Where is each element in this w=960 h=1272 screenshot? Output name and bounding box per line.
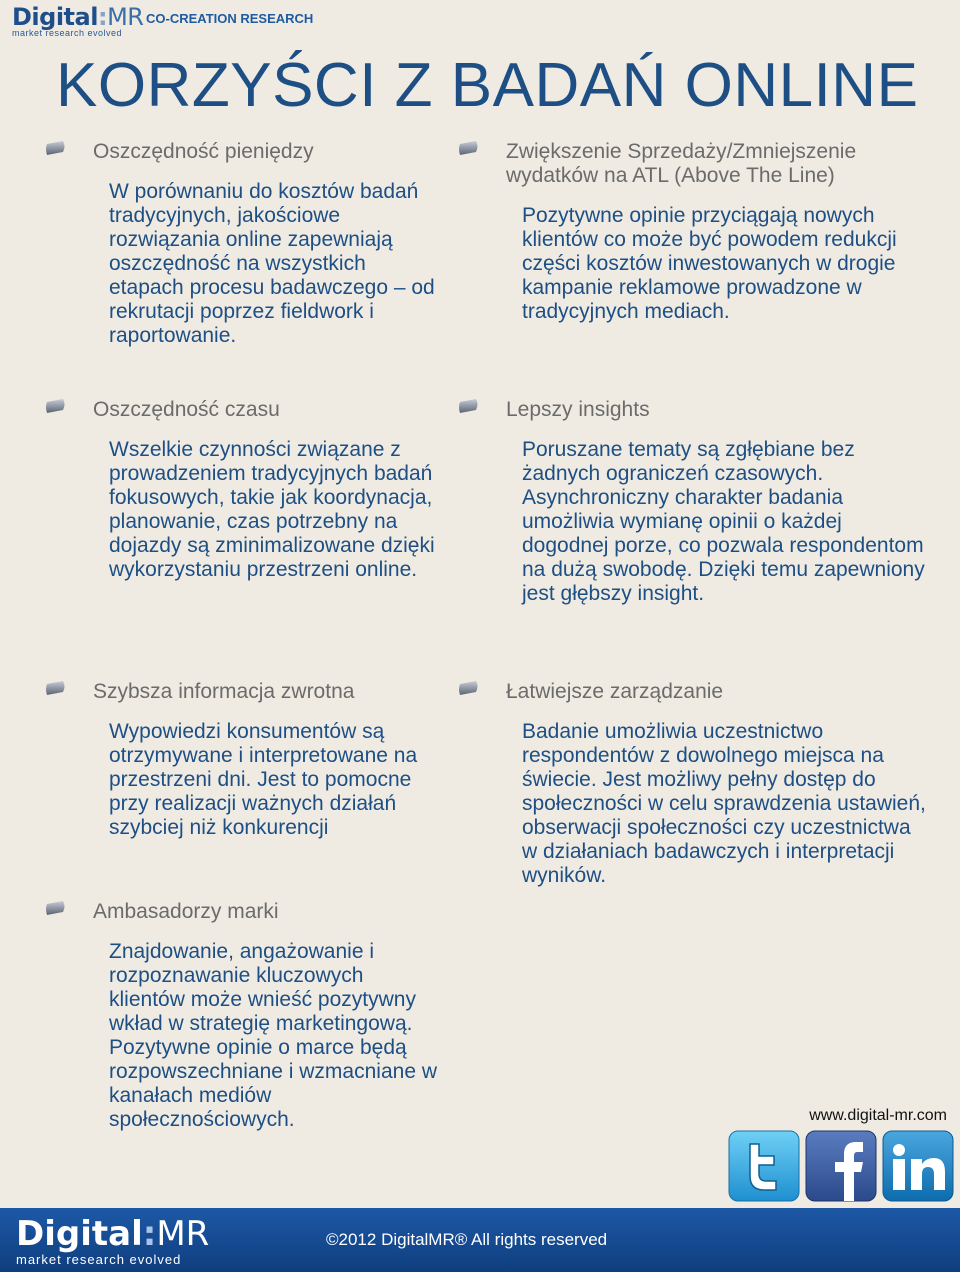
benefit-heading: Zwiększenie Sprzedaży/Zmniejszenie wydatków na ATL (Above The Line) <box>506 140 857 187</box>
benefit-description: W porównaniu do kosztów badań tradycyjnych, jakościowe rozwiązania online zapewniają oszczędność na wszystkich etapach procesu badawczego – od rekrutacji poprzez fieldwork i raportowanie. <box>109 180 435 347</box>
bullet-icon <box>45 900 67 916</box>
facebook-icon[interactable] <box>805 1130 877 1202</box>
benefit-description: Wypowiedzi konsumentów są otrzymywane i interpretowane na przestrzeni dni. Jest to pomocne przy realizacji ważnych działań szybciej niż konkurencji <box>109 720 418 839</box>
header-label: CO-CREATION RESEARCH <box>146 11 314 26</box>
linkedin-icon[interactable] <box>882 1130 954 1202</box>
digitalmr-logo[interactable]: Digital:MR market research evolved <box>12 3 144 38</box>
benefit-time-saving <box>93 398 438 582</box>
benefit-heading: Łatwiejsze zarządzanie <box>506 680 724 703</box>
benefit-heading: Oszczędność pieniędzy <box>93 140 314 163</box>
website-link[interactable]: www.digital-mr.com <box>809 1107 947 1124</box>
benefit-description: Znajdowanie, angażowanie i rozpoznawanie kluczowych klientów może wnieść pozytywny wkład w strategię marketingową. Pozytywne opinie o marce będą rozpowszechniane i wzmacniane w kanałach mediów społecznościowych. <box>109 940 437 1131</box>
benefit-heading: Oszczędność czasu <box>93 398 280 421</box>
benefit-sales-increase <box>506 140 926 324</box>
benefit-easier-management <box>506 680 926 888</box>
bullet-icon <box>45 680 67 696</box>
benefit-description: Poruszane tematy są zgłębiane bez żadnych ograniczeń czasowych. Asynchroniczny charakter badania umożliwia wymianę opinii o każdej dogodnej porze, co pozwala respondentom na dużą swobodę. Dzięki temu zapewniony jest głębszy insight. <box>522 438 925 605</box>
bullet-icon <box>458 140 480 156</box>
logo-wordmark: Digital <box>12 3 98 31</box>
footer-logo: Digital:MR market research evolved <box>16 1214 210 1267</box>
footer-logo-wordmark-mr: MR <box>156 1214 210 1254</box>
footer <box>0 1208 960 1272</box>
benefit-heading: Ambasadorzy marki <box>93 900 279 923</box>
logo-wordmark-mr: MR <box>107 3 144 31</box>
benefit-heading: Szybsza informacja zwrotna <box>93 680 355 703</box>
top-header <box>0 0 960 40</box>
page-title: KORZYŚCI Z BADAŃ ONLINE <box>56 51 919 120</box>
benefit-brand-ambassadors <box>93 900 438 1132</box>
benefit-heading: Lepszy insights <box>506 398 650 421</box>
benefit-description: Pozytywne opinie przyciągają nowych klientów co może być powodem redukcji części kosztów inwestowanych w drogie kampanie reklamowe prowadzone w tradycyjnych mediach. <box>522 204 897 323</box>
benefit-better-insights <box>506 398 926 606</box>
logo-tagline: market research evolved <box>12 28 123 38</box>
bullet-icon <box>458 398 480 414</box>
benefit-money-saving <box>93 140 438 348</box>
benefit-description: Badanie umożliwia uczestnictwo respondentów z dowolnego miejsca na świecie. Jest możliwy pełny dostęp do społeczności w celu sprawdzenia ustawień, obserwacji społeczności czy uczestnictwa w działaniach badawczych i interpretacji wyników. <box>522 720 926 887</box>
bullet-icon <box>45 398 67 414</box>
bullet-icon <box>458 680 480 696</box>
benefit-description: Wszelkie czynności związane z prowadzeniem tradycyjnych badań fokusowych, takie jak koordynacja, planowanie, czas potrzebny na dojazdy są zminimalizowane dzięki wykorzystaniu przestrzeni online. <box>109 438 435 581</box>
bullet-icon <box>45 140 67 156</box>
copyright-text: ©2012 DigitalMR® All rights reserved <box>326 1230 608 1249</box>
twitter-icon[interactable] <box>728 1130 800 1202</box>
footer-logo-wordmark: Digital <box>16 1214 143 1254</box>
footer-logo-tagline: market research evolved <box>16 1252 182 1267</box>
benefit-faster-feedback <box>93 680 438 840</box>
